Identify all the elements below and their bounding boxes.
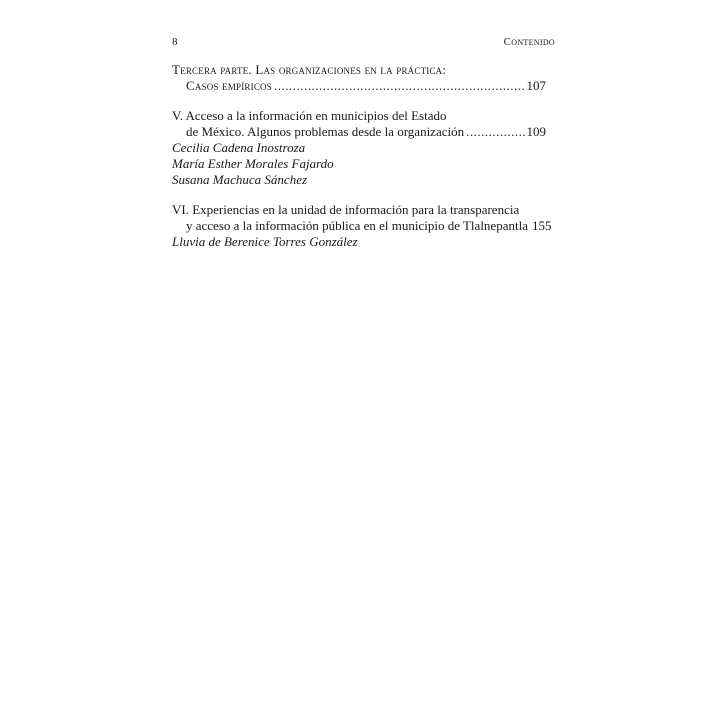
chapter-page-number: 109 — [526, 124, 546, 139]
chapter-page-number: 155 — [531, 218, 552, 233]
chapter-title-line1: V. Acceso a la información en municipios del Estado — [172, 108, 447, 123]
toc-line — [172, 62, 546, 78]
running-head — [172, 36, 555, 48]
toc-line — [172, 218, 552, 234]
chapter-title-line2: y acceso a la información pública en el municipio de Tlalnepantla — [186, 218, 528, 233]
page-number: 8 — [172, 36, 178, 48]
toc-line — [172, 202, 546, 218]
part-title-line2: Casos empíricos — [186, 78, 272, 93]
toc-line — [172, 78, 546, 94]
dot-leader — [466, 124, 524, 140]
toc-line — [172, 108, 546, 124]
author-name: María Esther Morales Fajardo — [172, 156, 334, 171]
toc-part-entry — [172, 62, 546, 94]
author-name: Lluvia de Berenice Torres González — [172, 234, 358, 249]
part-title-line1: Tercera parte. Las organizaciones en la práctica: — [172, 62, 447, 77]
table-of-contents — [172, 62, 552, 250]
chapter-title-line1: VI. Experiencias en la unidad de información para la transparencia — [172, 202, 520, 217]
part-page-number: 107 — [526, 78, 546, 93]
author-name: Cecilia Cadena Inostroza — [172, 140, 306, 155]
toc-chapter-entry — [172, 202, 552, 250]
toc-line — [172, 124, 546, 140]
running-title: Contenido — [503, 36, 555, 48]
author-name: Susana Machuca Sánchez — [172, 172, 308, 187]
toc-chapter-entry — [172, 108, 546, 188]
chapter-title-line2: de México. Algunos problemas desde la organización — [186, 124, 465, 139]
dot-leader — [274, 78, 525, 94]
